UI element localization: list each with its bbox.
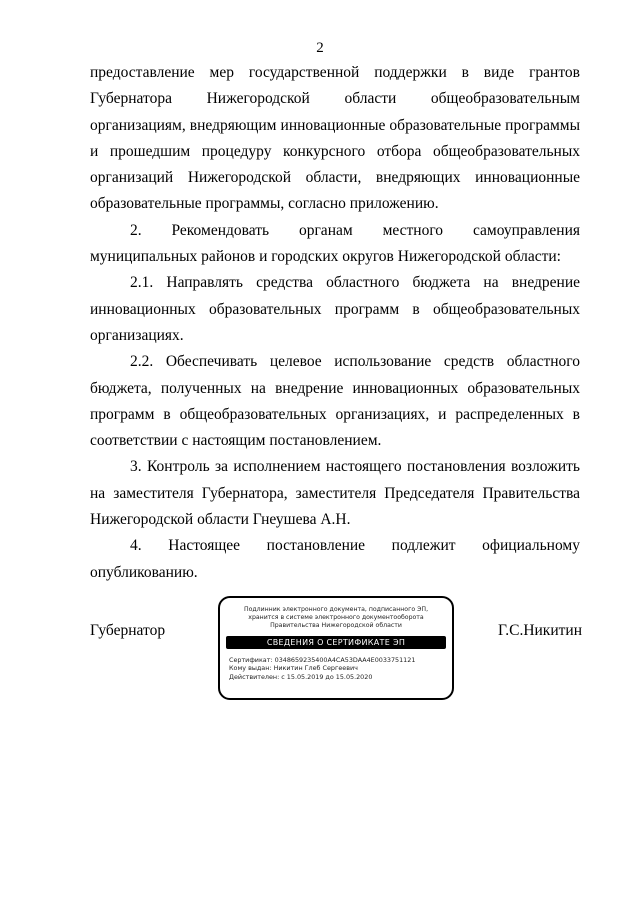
stamp-details [220,649,452,681]
paragraph-3: 3. Контроль за исполнением настоящего постановления возложить на заместителя Губернатора, заместителя Председателя Правительства Нижегородской области Гнеушева А.Н. [90,458,580,529]
stamp-band: СВЕДЕНИЯ О СЕРТИФИКАТЕ ЭП [226,636,446,649]
document-body [90,60,580,586]
stamp-validity: Действителен: с 15.05.2019 до 15.05.2020 [229,672,373,681]
stamp-header: Подлинник электронного документа, подписанного ЭП, хранится в системе электронного документооборота Правительства Нижегородской области [243,606,429,629]
paragraph-2-2: 2.2. Обеспечивать целевое использование средств областного бюджета, полученных на внедрение инновационных образовательных программ в общеобразовательных организациях, и распределенных в соответствии с настоящим постановлением. [90,353,580,450]
paragraph-2: 2. Рекомендовать органам местного самоуправления муниципальных районов и городских округов Нижегородской области: [90,221,580,266]
electronic-signature-stamp [218,596,454,700]
paragraph-2-1: 2.1. Направлять средства областного бюджета на внедрение инновационных образовательных программ в общеобразовательных организациях. [90,274,580,344]
paragraph-1-continuation: предоставление мер государственной поддержки в виде грантов Губернатора Нижегородской области общеобразовательным организациям, внедряющим инновационные образовательные программы и прошедшим процедуру конкурсного отбора общеобразовательных организаций Нижегородской области, внедряющих инновационные образовательные программы, согласно приложению. [90,64,580,213]
stamp-certificate: Сертификат: 0348659235400A4CA53DAA4E0033751121 [229,656,416,664]
signer-position: Губернатор [90,622,166,639]
stamp-issued-to: Кому выдан: Никитин Глеб Сергеевич [229,664,358,673]
signer-name: Г.С.Никитин [498,622,582,639]
paragraph-4: 4. Настоящее постановление подлежит официальному опубликованию. [90,537,580,581]
page-number: 2 [316,40,324,56]
